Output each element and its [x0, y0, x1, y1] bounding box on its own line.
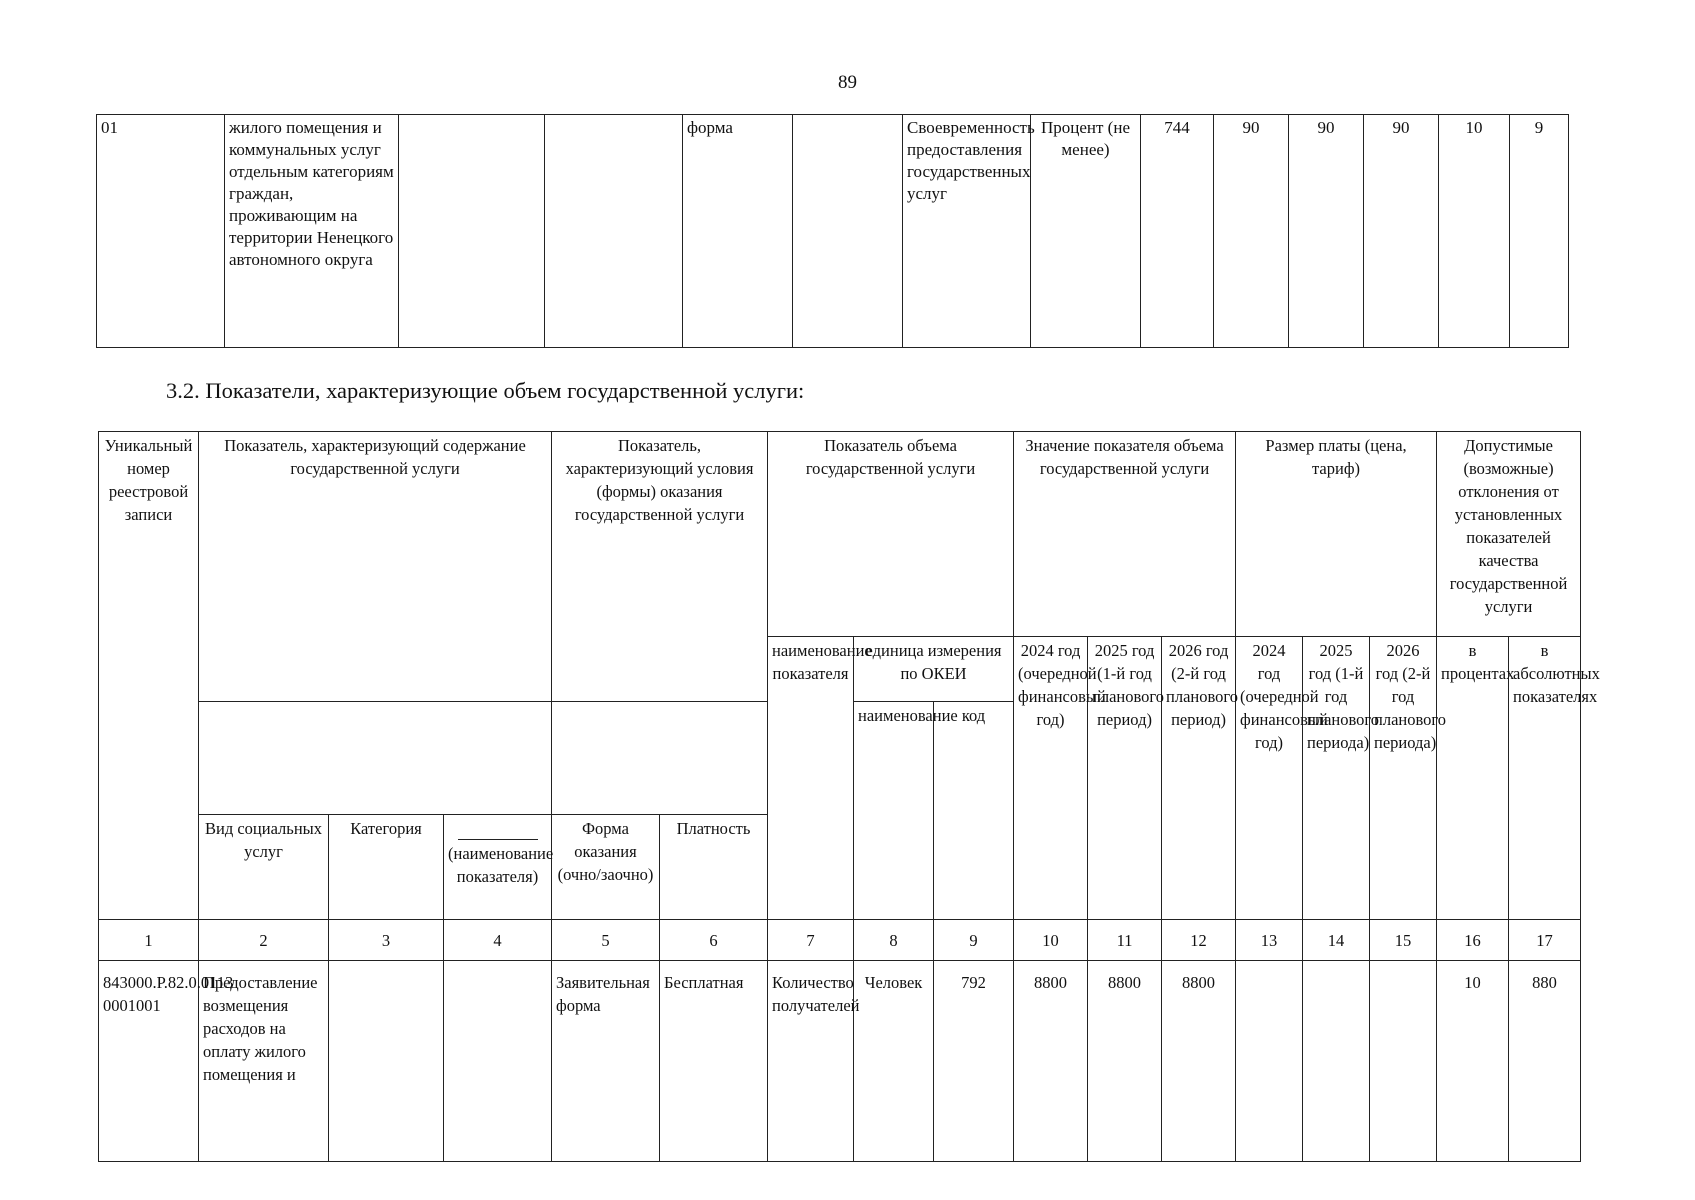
- table-cell: Количество получателей: [768, 961, 854, 1162]
- table-cell: 90: [1364, 115, 1439, 348]
- column-number: 5: [552, 920, 660, 961]
- table-cell: 880: [1509, 961, 1581, 1162]
- table-cell: [444, 961, 552, 1162]
- column-number: 1: [99, 920, 199, 961]
- column-number: 17: [1509, 920, 1581, 961]
- header-unit-name: наименование: [854, 702, 934, 920]
- header-row-1: [99, 432, 1581, 637]
- table-cell: [329, 961, 444, 1162]
- header-content-indicator: Показатель, характеризующий содержание государственной услуги: [199, 432, 552, 702]
- table-cell: Бесплатная: [660, 961, 768, 1162]
- table-cell: 10: [1439, 115, 1510, 348]
- table-cell: 8800: [1162, 961, 1236, 1162]
- table-cell: [1370, 961, 1437, 1162]
- table-cell: 01: [97, 115, 225, 348]
- header-unique-number: Уникальный номер реестровой записи: [99, 432, 199, 920]
- header-in-percent: в процентах: [1437, 637, 1509, 920]
- table-cell: Предоставление возмещения расходов на оплату жилого помещения и: [199, 961, 329, 1162]
- volume-indicators-table: [98, 431, 1600, 1162]
- header-conditions-spacer: [552, 702, 768, 815]
- header-unit-code: код: [934, 702, 1014, 920]
- table-cell: 843000.Р.82.0.0113 0001001: [99, 961, 199, 1162]
- header-fee-2025: 2025 год (1-й год планового периода): [1303, 637, 1370, 920]
- table-row: [97, 115, 1569, 348]
- table-cell: 792: [934, 961, 1014, 1162]
- section-title: 3.2. Показатели, характеризующие объем государственной услуги:: [166, 378, 805, 403]
- table-cell: 10: [1437, 961, 1509, 1162]
- table-cell: Заявительная форма: [552, 961, 660, 1162]
- table-cell: Процент (не менее): [1031, 115, 1141, 348]
- column-number: 9: [934, 920, 1014, 961]
- table-cell: 9: [1510, 115, 1569, 348]
- header-fee-2024: 2024 год (очередной финансовый год): [1236, 637, 1303, 920]
- column-numbers-row: [99, 920, 1581, 961]
- table-row: [99, 961, 1581, 1162]
- underline-placeholder: [458, 839, 538, 840]
- column-number: 4: [444, 920, 552, 961]
- column-number: 15: [1370, 920, 1437, 961]
- header-blank-indicator: [444, 815, 552, 920]
- header-fee: Размер платы (цена, тариф): [1236, 432, 1437, 637]
- header-in-absolute: в абсолютных показателях: [1509, 637, 1581, 920]
- table-cell: форма: [683, 115, 793, 348]
- column-number: 16: [1437, 920, 1509, 961]
- column-number: 14: [1303, 920, 1370, 961]
- header-fee-2026: 2026 год (2-й год планового периода): [1370, 637, 1437, 920]
- column-number: 3: [329, 920, 444, 961]
- table-cell: [1236, 961, 1303, 1162]
- header-unit-okei: единица измерения по ОКЕИ: [854, 637, 1014, 702]
- header-indicator-name: наименование показателя: [768, 637, 854, 920]
- column-number: 10: [1014, 920, 1088, 961]
- header-conditions-indicator: Показатель, характеризующий условия (формы) оказания государственной услуги: [552, 432, 768, 702]
- table-cell: Своевременность предоставления государственных услуг: [903, 115, 1031, 348]
- header-volume-value: Значение показателя объема государственной услуги: [1014, 432, 1236, 637]
- table-cell: Человек: [854, 961, 934, 1162]
- header-paid: Платность: [660, 815, 768, 920]
- table-cell: [399, 115, 545, 348]
- header-kind-of-services: Вид социальных услуг: [199, 815, 329, 920]
- column-number: 6: [660, 920, 768, 961]
- column-number: 7: [768, 920, 854, 961]
- column-number: 2: [199, 920, 329, 961]
- table-cell: [545, 115, 683, 348]
- page-number: 89: [838, 72, 857, 93]
- header-form-of-provision: Форма оказания (очно/заочно): [552, 815, 660, 920]
- table-cell: 8800: [1088, 961, 1162, 1162]
- header-category: Категория: [329, 815, 444, 920]
- header-volume-indicator: Показатель объема государственной услуги: [768, 432, 1014, 637]
- table-cell: 90: [1289, 115, 1364, 348]
- header-value-2024: 2024 год (очередной финансовый год): [1014, 637, 1088, 920]
- header-deviation: Допустимые (возможные) отклонения от установленных показателей качества государственной услуги: [1437, 432, 1581, 637]
- quality-table-continued: [96, 114, 1569, 348]
- column-number: 8: [854, 920, 934, 961]
- header-content-spacer: [199, 702, 552, 815]
- column-number: 13: [1236, 920, 1303, 961]
- table-cell: 744: [1141, 115, 1214, 348]
- table-cell: 90: [1214, 115, 1289, 348]
- table-cell: [1303, 961, 1370, 1162]
- table-cell: жилого помещения и коммунальных услуг отдельным категориям граждан, проживающим на территории Ненецкого автономного округа: [225, 115, 399, 348]
- header-blank-indicator-label: (наименование показателя): [448, 844, 554, 886]
- column-number: 12: [1162, 920, 1236, 961]
- table-cell: [793, 115, 903, 348]
- header-value-2026: 2026 год (2-й год планового период): [1162, 637, 1236, 920]
- table-cell: 8800: [1014, 961, 1088, 1162]
- column-number: 11: [1088, 920, 1162, 961]
- header-value-2025: 2025 год (1-й год планового период): [1088, 637, 1162, 920]
